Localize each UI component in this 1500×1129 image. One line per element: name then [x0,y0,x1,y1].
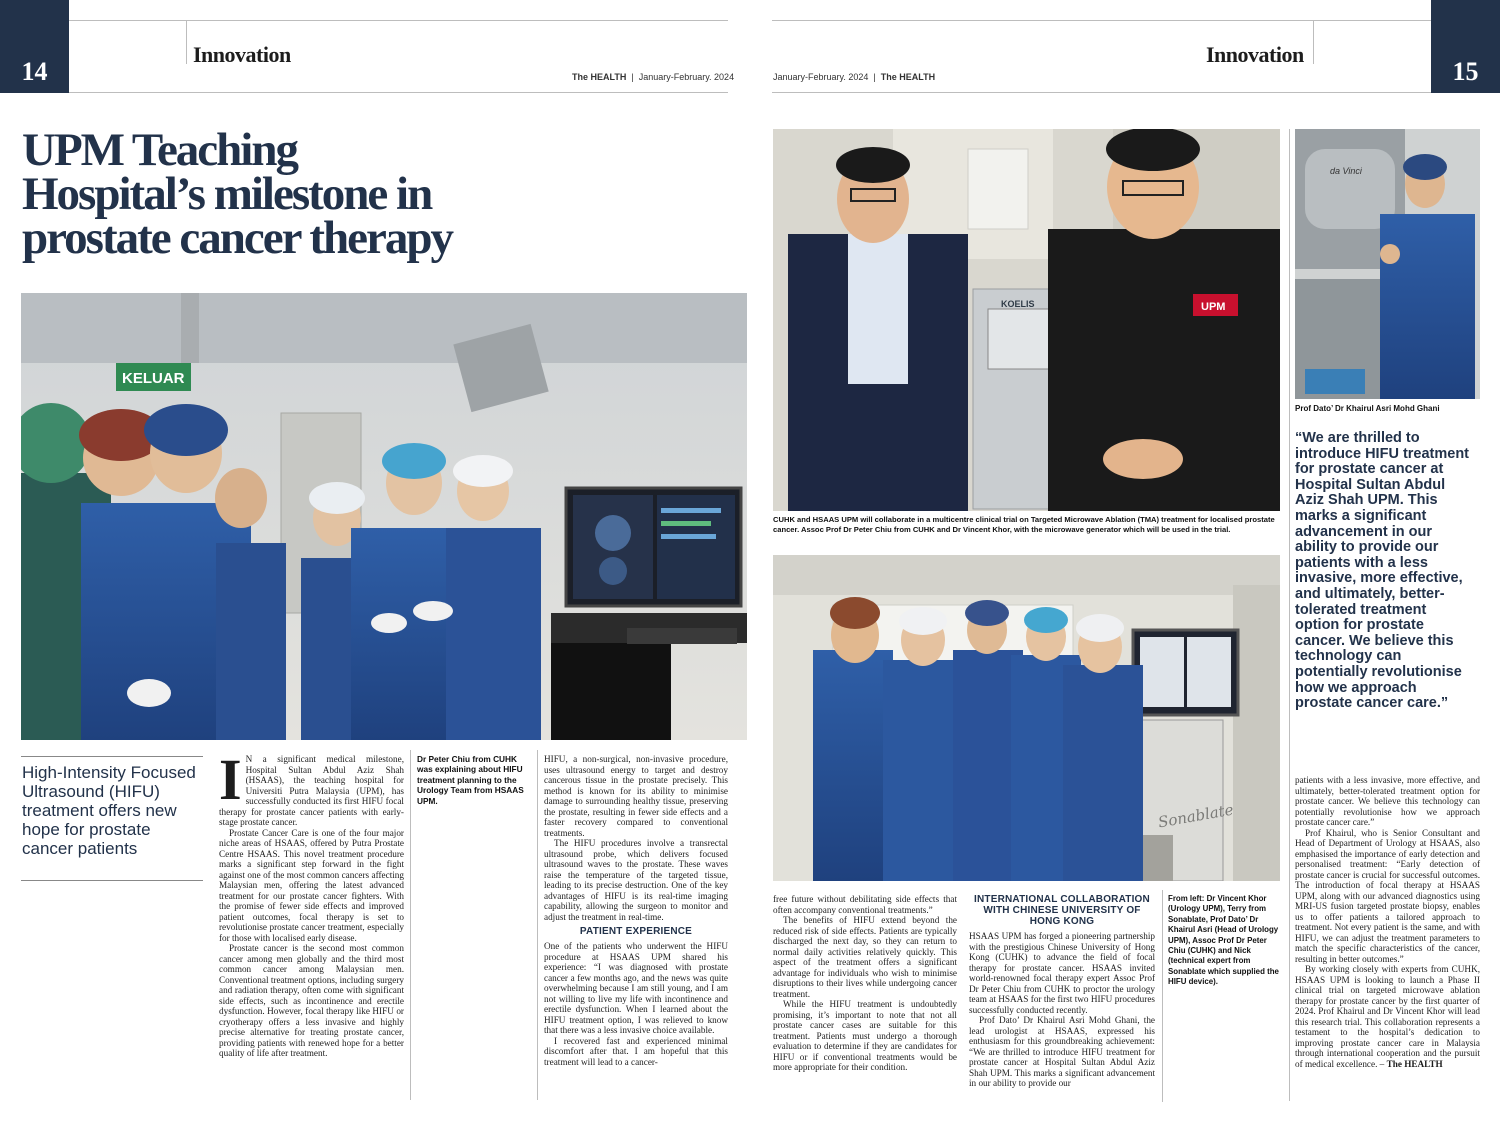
section-heading-international-collaboration: INTERNATIONAL COLLABORATION WITH CHINESE UNIVERSITY OF HONG KONG [974,894,1150,927]
section-title-left: Innovation [193,42,291,67]
header-rule-bottom-left [69,92,728,93]
signoff: The HEALTH [1386,1058,1443,1069]
page-number-left: 14 [0,0,69,93]
professor-photo-caption: Prof Dato’ Dr Khairul Asri Mohd Ghani [1295,404,1440,413]
paragraph: The benefits of HIFU extend beyond the reduced risk of side effects. Patients are typically discharged the next day, so they can return to normal daily activities relatively quickly. This aspect of the treatment offers a significant advantage for individuals who wish to minimise disruptions to their lives while undergoing cancer treatment. [773,915,957,999]
subhead-rule-top [21,756,203,757]
main-photo [21,293,747,740]
professor-photo [1295,129,1480,399]
publication-name-right: The HEALTH [880,72,936,82]
section-title-right: Innovation [1206,42,1304,67]
column-rule [1289,129,1290,1101]
column-rule [1162,890,1163,1102]
article-column-1 [219,747,404,1059]
main-photo-caption: Dr Peter Chiu from CUHK was explaining about HIFU treatment planning to the Urology Team from HSAAS UPM. [417,754,524,806]
exit-sign-text: KELUAR [122,370,185,387]
column-rule [537,750,538,1100]
subhead-rule-bottom [21,880,203,881]
article-column-4 [773,894,957,1073]
doctors-photo-caption: CUHK and HSAAS UPM will collaborate in a multicentre clinical trial on Targeted Microwave Ablation (TMA) treatment for localised prostate cancer. Assoc Prof Dr Peter Chiu from CUHK and Dr Vincent Khor, with the microwave generator which will be used in the trial. [773,515,1275,535]
article-column-5 [969,890,1155,1089]
paragraph: Prof Khairul, who is Senior Consultant and Head of Department of Urology at HSAAS, also emphasised the importance of early detection and personalised treatment: “Early detection of prostate cancer is crucial for successful outcomes. The introduction of focal therapy at HSAAS UPM, along with our advanced diagnostics using MRI-US fusion targeted prostate biopsy, enables us to offer patients a tailored approach to treatment. Not every patient is the same, and with HIFU, we can adjust the treatment parameters to match the specific characteristics of the cancer, resulting in better outcomes.” [1295,827,1480,964]
paragraph [1295,964,1480,1069]
paragraph-text: By working closely with experts from CUHK, HSAAS UPM is looking to launch a Phase II clinical trial on targeted microwave ablation therapy for prostate cancer by the first quarter of 2024. Prof Khairul and Dr Vincent Khor will lead this research trial. This collaboration represents a testament to the hospital’s dedication to improving prostate cancer care in Malaysia through international cooperation and the pursuit of medical excellence. – [1295,964,1480,1069]
header-rule-bottom-right [772,92,1431,93]
group-photo-caption: From left: Dr Vincent Khor (Urology UPM), Terry from Sonablate, Prof Dato’ Dr Khairul Asri (Head of Urology UPM), Assoc Prof Dr Peter Chiu (CUHK) and Nick (technical expert from Sonablate which supplied the HIFU device). [1168,894,1279,987]
headline-line-2: Hospital’s milestone in [22,168,432,220]
section-heading-patient-experience: PATIENT EXPERIENCE [579,926,693,937]
professor-illustration [1295,129,1480,399]
paragraph: Prostate cancer is the second most common cancer among men globally and the third most common cancer among Malaysian men. Conventional treatment options, including surgery and radiation therapy, often come with significant side effects, such as incontinence and erectile dysfunction. However, focal therapy like HIFU or cryotherapy offers a less invasive and highly precise alternative for treating prostate cancer, providing patients with renewed hope for a better quality of life after treatment. [219,943,404,1058]
header-divider-right [1313,20,1314,64]
headline-line-1: UPM Teaching [22,124,298,176]
paragraph: I recovered fast and experienced minimal discomfort after that. I am hopeful that this treatment will lead to a cancer- [544,1035,728,1067]
operating-room-illustration [21,293,747,740]
dateline-left: The HEALTH | January-February. 2024 [572,72,735,82]
issue-date-right: January-February. 2024 [773,72,869,82]
header-rule-top-right [772,20,1431,21]
article-column-7 [1295,775,1480,1069]
doctors-photo [773,129,1280,511]
paragraph: The HIFU procedures involve a transrectal ultrasound probe, which delivers focused ultrasound waves to the prostate. These waves raise the temperature of the targeted tissue, leading to its precise destruction. One of the key advantages of HIFU is its real-time imaging capability, allowing the surgeon to monitor and adjust the treatment in real-time. [544,838,728,922]
paragraph: HIFU, a non-surgical, non-invasive procedure, uses ultrasound energy to target and destroy cancerous tissue in the prostate precisely. This method is known for its ability to minimise damage to surrounding healthy tissue, preserving the prostate, resulting in fewer side effects and a faster recovery compared to conventional treatments. [544,754,728,838]
header-rule-top-left [69,20,728,21]
column-rule [410,750,411,1100]
davinci-brand-text: da Vinci [1330,166,1362,176]
issue-date-left: January-February. 2024 [638,72,735,82]
publication-name-left: The HEALTH [572,72,627,82]
headline [22,124,582,264]
group-illustration [773,555,1280,881]
sonablate-brand-text: Sonablate [1156,800,1235,832]
paragraph: free future without debilitating side effects that often accompany conventional treatments.” [773,894,957,915]
paragraph: patients with a less invasive, more effective, and ultimately, better-tolerated treatment option for prostate cancer. We believe this technology can potentially revolutionise how we approach prostate cancer care.” [1295,775,1480,827]
subheadline: High-Intensity Focused Ultrasound (HIFU) treatment offers new hope for prostate cancer patients [22,763,196,858]
paragraph: While the HIFU treatment is undoubtedly promising, it’s important to note that not all prostate cancer cases are suitable for this treatment. Patients must undergo a thorough evaluation to determine if they are candidates for HIFU or if conventional treatments would be more appropriate for their condition. [773,999,957,1072]
paragraph: One of the patients who underwent the HIFU procedure at HSAAS UPM shared his experience: “I was diagnosed with prostate cancer a few months ago, and the news was quite overwhelming because I am still young, and I am not willing to live my life with incontinence and erectile dysfunction. When I learned about the HIFU treatment option, I was relieved to know that there was a less invasive choice available. [544,941,728,1035]
paragraph: N a significant medical milestone, Hospital Sultan Abdul Aziz Shah (HSAAS), the teaching hospital for Universiti Putra Malaysia (UPM), has successfully conducted its first HIFU focal therapy for prostate cancer patients with early-stage prostate cancer. [219,754,404,827]
paragraph: Prostate Cancer Care is one of the four major niche areas of HSAAS, offered by Putra Prostate Centre HSAAS. This novel treatment procedure marks a significant step forward in the fight against one of the most common cancers affecting Malaysian men, offering the latest advanced treatment for our prostate cancer fighters. With the promise of fewer side effects and improved patient outcomes, focal therapy is set to revolutionise prostate cancer treatment, especially for those with localised early disease. [219,827,404,943]
headline-line-3: prostate cancer therapy [22,212,452,264]
dropcap: I [219,747,242,812]
group-photo [773,555,1280,881]
paragraph: HSAAS UPM has forged a pioneering partnership with the prestigious Chinese University of Hong Kong (CUHK) to advance the field of focal therapy for prostate cancer. HSAAS invited world-renowned focal therapy expert Assoc Prof Dr Peter Chiu from CUHK to proctor the urology team at HSAAS for the first two HIFU procedures successfully conducted recently. [969,931,1155,1015]
doctors-illustration [773,129,1280,511]
header-divider-left [186,20,187,64]
dateline-right: January-February. 2024 | The HEALTH [773,72,936,82]
article-column-3 [544,754,728,1067]
device-brand-text: KOELIS [1001,299,1035,309]
pull-quote: “We are thrilled to introduce HIFU treatment for prostate cancer at Hospital Sultan Abdul Aziz Shah UPM. This marks a significant advancement in our ability to provide our patients with a less invasive, more effective, and ultimately, better-tolerated treatment option for prostate cancer. We believe this technology can potentially revolutionise how we approach prostate cancer care.” [1295,430,1470,712]
upm-badge-text: UPM [1201,301,1226,313]
page-number-right: 15 [1431,0,1500,93]
paragraph: Prof Dato’ Dr Khairul Asri Mohd Ghani, the lead urologist at HSAAS, expressed his enthusiasm for this groundbreaking achievement: “We are thrilled to introduce HIFU treatment for prostate cancer at Hospital Sultan Abdul Aziz Shah UPM. This marks a significant advancement in our ability to provide our [969,1015,1155,1088]
